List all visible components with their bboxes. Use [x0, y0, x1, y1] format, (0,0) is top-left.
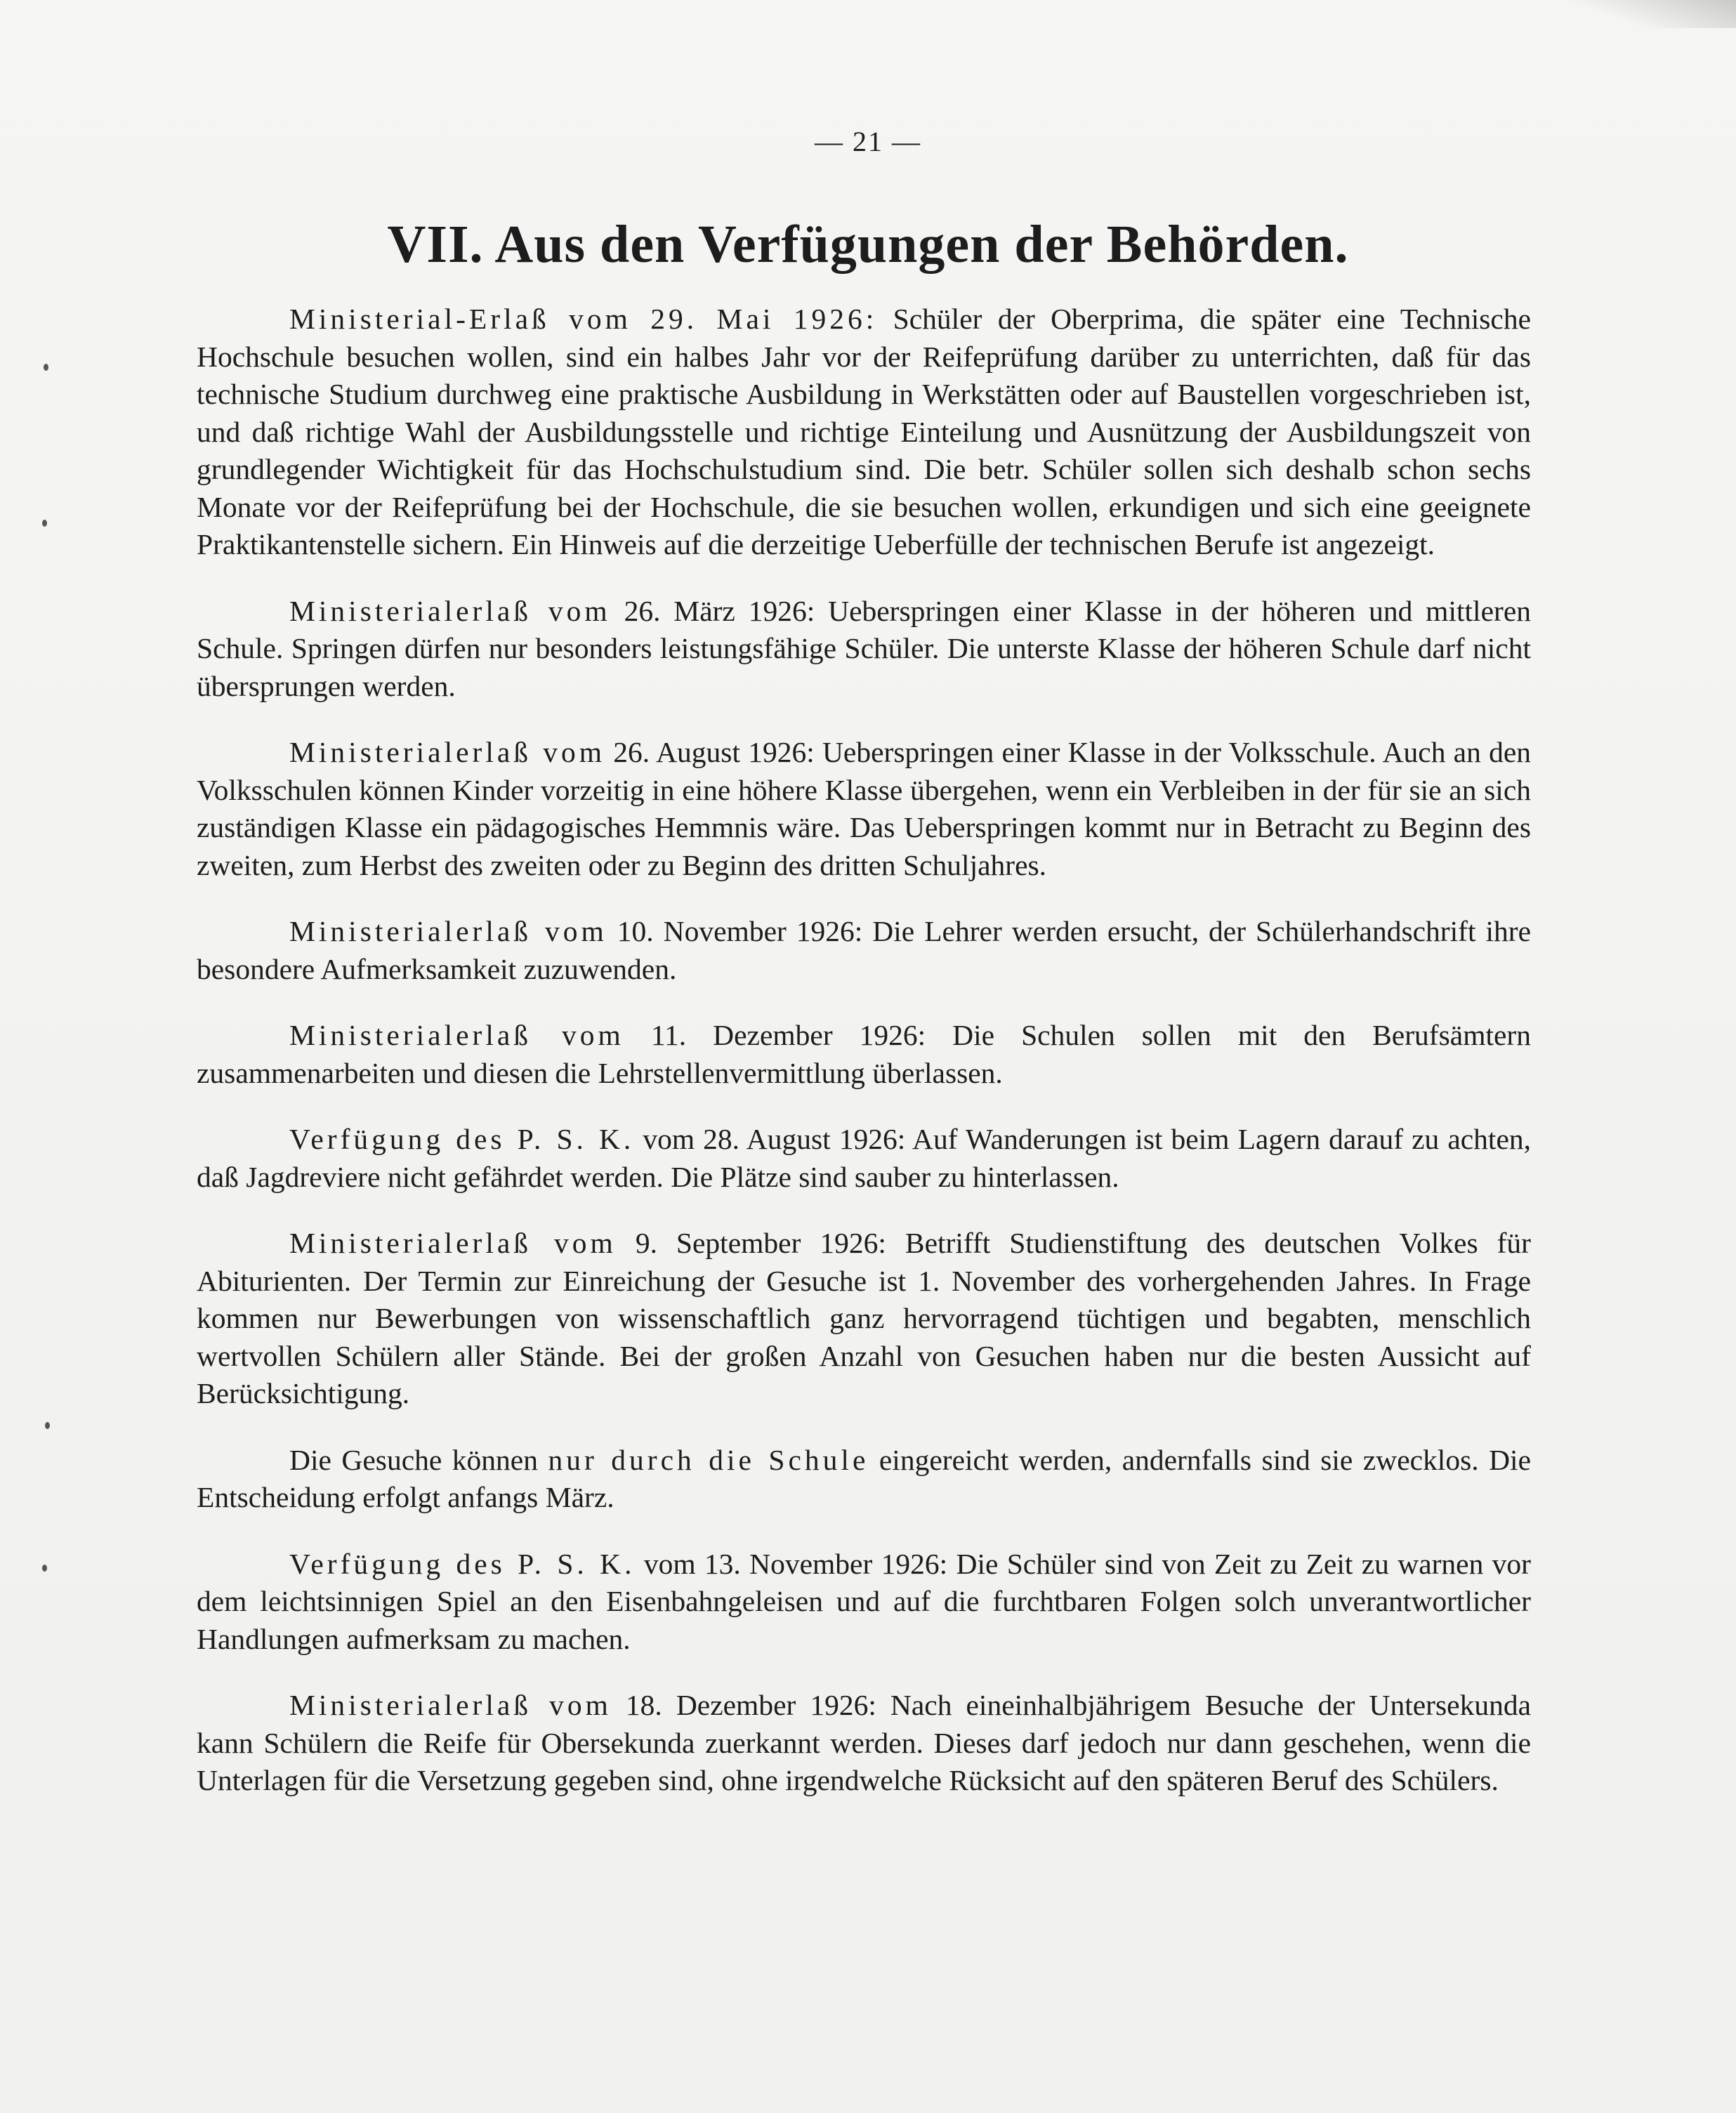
paragraph-text: Die Gesuche können — [289, 1443, 548, 1476]
paragraph-text: 26. August 1926: Ueberspringen einer Klasse in der Volksschule. Auch an den Volksschulen können Kinder vorzeitig in eine höhere Klasse übergehen, wenn ein Verbleiben in der für sie an sich zuständigen Klasse ein pädagogisches Hemmnis wäre. Das Ueberspringen kommt nur in Betracht zu Beginn des zweiten, zum Herbst des zweiten oder zu Beginn des dritten Schuljahres. — [197, 736, 1531, 881]
paragraph-text: eingereicht werden, andernfalls sind sie zwecklos. Die Entscheidung erfolgt anfangs März. — [197, 1443, 1532, 1513]
decree-label: Verfügung des P. S. K. — [289, 1547, 636, 1580]
margin-speck — [44, 364, 48, 371]
decree-label: Ministerialerlaß vom — [289, 1019, 624, 1051]
decree-label: Ministerialerlaß vom — [289, 736, 606, 768]
paragraph — [197, 1017, 1531, 1092]
paragraph — [197, 1687, 1531, 1800]
paragraph-text: vom 13. November 1926: Die Schüler sind von Zeit zu Zeit zu warnen vor dem leichtsinnigen Spiel an den Eisenbahngeleisen und auf die furchtbaren Folgen solch unverantwortlicher Handlungen aufmerksam zu machen. — [197, 1547, 1532, 1655]
page-fold-shadow — [1567, 0, 1736, 28]
page-number: — 21 — — [815, 126, 921, 157]
paragraph-text: 26. März 1926: Ueberspringen einer Klasse in der höheren und mittleren Schule. Springen dürfen nur besonders leistungsfähige Schüler. Die unterste Klasse der höheren Schule darf nicht übersprungen werden. — [197, 594, 1531, 702]
paragraph — [197, 593, 1531, 706]
decree-label: Ministerialerlaß vom — [289, 1689, 612, 1721]
margin-speck — [42, 1565, 47, 1572]
paragraph-text: 9. September 1926: Betrifft Studienstiftung des deutschen Volkes für Abiturienten. Der Termin zur Einreichung der Gesuche ist 1. November des vorhergehenden Jahres. In Frage kommen nur Bewerbungen von wissenschaftlich ganz hervorragend tüchtigen und begabten, menschlich wertvollen Schülern aller Stände. Bei der großen Anzahl von Gesuchen haben nur die besten Aussicht auf Berücksichtigung. — [197, 1227, 1531, 1409]
paragraph — [197, 1442, 1531, 1517]
margin-speck — [42, 520, 47, 527]
paragraph — [197, 734, 1531, 884]
paragraph — [197, 913, 1531, 988]
emphasized-text: nur durch die Schule — [548, 1443, 869, 1476]
paragraph-text: 10. November 1926: Die Lehrer werden ersucht, der Schülerhandschrift ihre besondere Aufmerksamkeit zuzuwenden. — [197, 915, 1531, 985]
paragraph — [197, 1546, 1531, 1659]
paragraph-text: vom 28. August 1926: Auf Wanderungen ist beim Lagern darauf zu achten, daß Jagdreviere nicht gefährdet werden. Die Plätze sind sauber zu hinterlassen. — [197, 1123, 1532, 1193]
document-body — [197, 301, 1531, 1829]
paragraph — [197, 1225, 1531, 1413]
paragraph-text: 18. Dezember 1926: Nach eineinhalbjährigem Besuche der Untersekunda kann Schülern die Reife für Obersekunda zuerkannt werden. Dieses darf jedoch nur dann geschehen, wenn die Unterlagen für die Versetzung gegeben sind, ohne irgendwelche Rücksicht auf den späteren Beruf des Schülers. — [197, 1689, 1531, 1796]
paragraph-text: 11. Dezember 1926: Die Schulen sollen mit den Berufsämtern zusammenarbeiten und diesen die Lehrstellenvermittlung überlassen. — [197, 1019, 1531, 1089]
paragraph — [197, 301, 1531, 564]
decree-label: Verfügung des P. S. K. — [289, 1123, 635, 1155]
decree-label: Ministerialerlaß vom — [289, 594, 611, 627]
paragraph-text: Schüler der Oberprima, die später eine Technische Hochschule besuchen wollen, sind ein halbes Jahr vor der Reifeprüfung darüber zu unterrichten, daß für das technische Studium durchweg eine praktische Ausbildung in Werkstätten oder auf Baustellen vorgeschrieben ist, und daß richtige Wahl der Ausbildungsstelle und richtige Einteilung und Ausnützung der Ausbildungszeit von grundlegender Wichtigkeit für das Hochschulstudium sind. Die betr. Schüler sollen sich deshalb schon sechs Monate vor der Reifeprüfung bei der Hochschule, die sie besuchen wollen, erkundigen und sich eine geeignete Praktikantenstelle sichern. Ein Hinweis auf die derzeitige Ueberfülle der technischen Berufe ist angezeigt. — [197, 303, 1531, 560]
decree-label: Ministerial-Erlaß vom 29. Mai 1926: — [289, 303, 878, 335]
decree-label: Ministerialerlaß vom — [289, 1227, 617, 1259]
section-heading: VII. Aus den Verfügungen der Behörden. — [387, 215, 1349, 274]
margin-speck — [45, 1422, 50, 1429]
decree-label: Ministerialerlaß vom — [289, 915, 607, 947]
paragraph — [197, 1121, 1531, 1196]
